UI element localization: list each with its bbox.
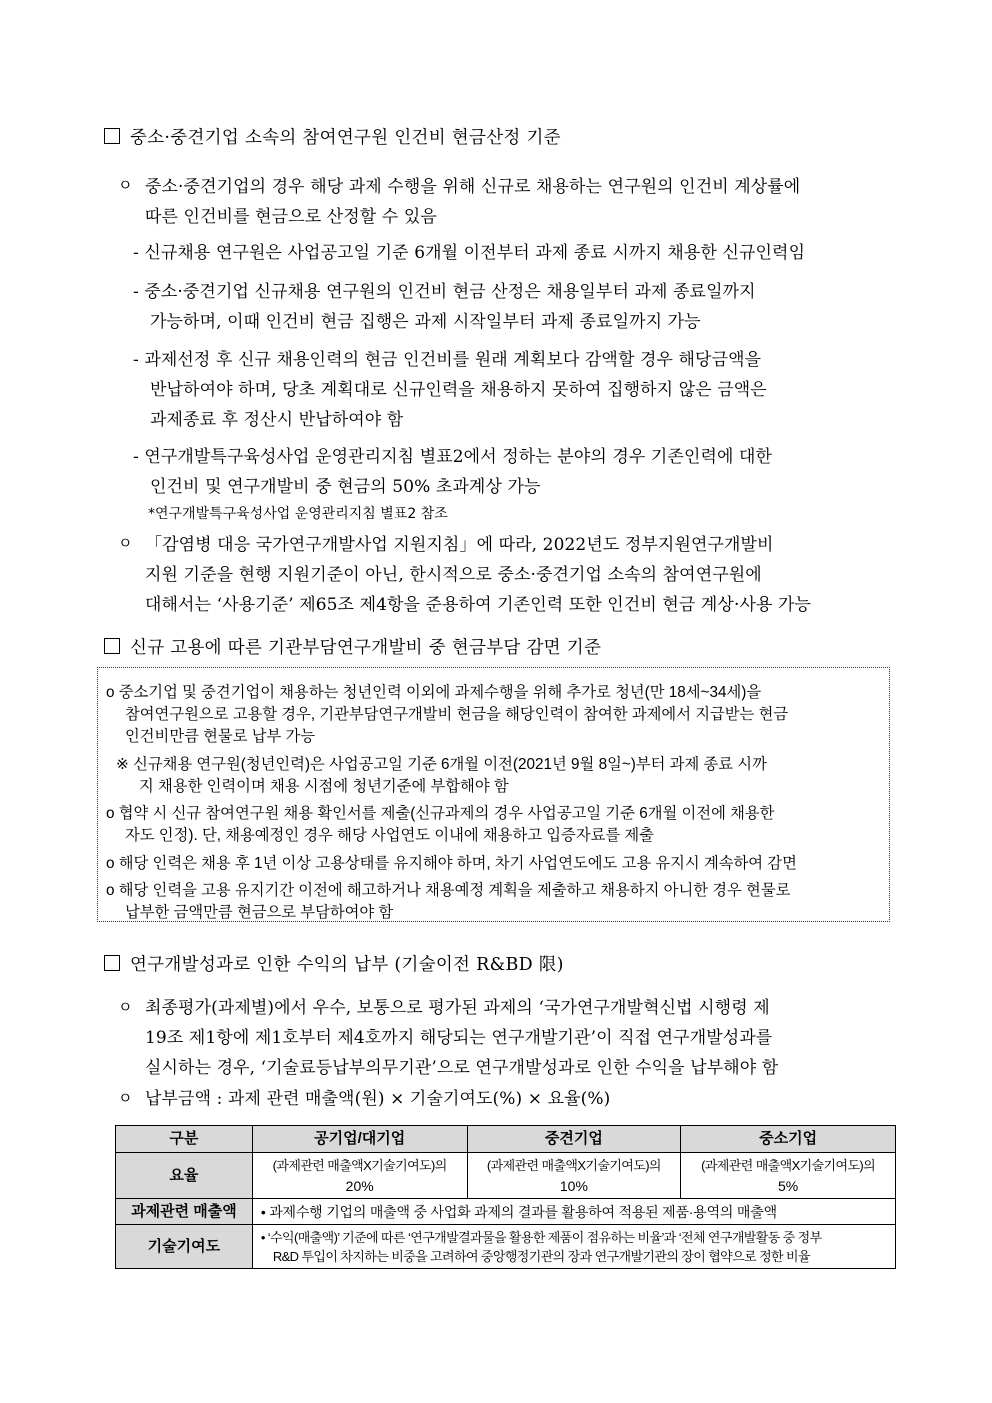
s2-box-line6: o 협약 시 신규 참여연구원 채용 확인서를 제출(신규과제의 경우 사업공고일 기준 6개월 이전에 채용한 [106, 805, 775, 822]
s1-item2-line2: 지원 기준을 현행 지원기준이 아닌, 한시적으로 중소·중견기업 소속의 참여연구원에 [145, 565, 762, 585]
bullet-marker: ㅇ [118, 998, 133, 1016]
rate-cell-large: (과제관련 매출액X기술기여도)의 20% [252, 1153, 467, 1199]
s1-item2-line1: 「감염병 대응 국가연구개발사업 지원지침」에 따라, 2022년도 정부지원연구개발비 [145, 535, 774, 555]
checkbox-square-icon [104, 955, 120, 971]
s1-item1-line2: 따른 인건비를 현금으로 산정할 수 있음 [145, 207, 437, 227]
s1-dash4-line2: 인건비 및 연구개발비 중 현금의 50% 초과계상 가능 [150, 477, 541, 497]
checkbox-square-icon [104, 128, 120, 144]
royalty-table [115, 1125, 896, 1269]
s3-item1-line1: 최종평가(과제별)에서 우수, 보통으로 평가된 과제의 ‘국가연구개발혁신법 시행령 제 [145, 998, 770, 1018]
s2-box-line5: 지 채용한 인력이며 채용 시점에 청년기준에 부합해야 함 [139, 778, 509, 795]
s2-box-line9: o 해당 인력을 고용 유지기간 이전에 해고하거나 채용예정 계획을 제출하고 채용하지 아니한 경우 현물로 [106, 882, 791, 899]
table-header-cell: 공기업/대기업 [252, 1126, 467, 1153]
s2-box-line7: 자도 인정). 단, 채용예정인 경우 해당 사업연도 이내에 채용하고 입증자료를 제출 [125, 827, 654, 844]
s2-box-line1: o 중소기업 및 중견기업이 채용하는 청년인력 이외에 과제수행을 위해 추가로 청년(만 18세~34세)을 [106, 684, 762, 701]
table-header-cell: 구분 [116, 1126, 253, 1153]
table-header-row [116, 1126, 896, 1153]
s2-box-line10: 납부한 금액만큼 현금으로 부담하여야 함 [125, 904, 394, 921]
contribution-line-2: R&D 투입이 차지하는 비중을 고려하여 중앙행정기관의 장과 연구개발기관의 장이 협약으로 정한 비율 [272, 1248, 810, 1264]
s3-item2-formula: 납부금액 : 과제 관련 매출액(원) × 기술기여도(%) × 요율(%) [145, 1089, 611, 1109]
row-label-rate: 요율 [116, 1153, 253, 1199]
section-2-heading: 신규 고용에 따른 기관부담연구개발비 중 현금부담 감면 기준 [104, 634, 601, 659]
section-1-heading: 중소·중견기업 소속의 참여연구원 인건비 현금산정 기준 [104, 124, 561, 149]
section-3-heading: 연구개발성과로 인한 수익의 납부 (기술이전 R&BD 限) [104, 951, 564, 976]
s2-box-line4: ※ 신규채용 연구원(청년인력)은 사업공고일 기준 6개월 이전(2021년 9월 8일~)부터 과제 종료 시까 [116, 756, 767, 773]
s2-box-line8: o 해당 인력은 채용 후 1년 이상 고용상태를 유지해야 하며, 차기 사업연도에도 고용 유지시 계속하여 감면 [106, 855, 797, 872]
row-label-contribution: 기술기여도 [116, 1225, 253, 1269]
contribution-description [252, 1225, 895, 1269]
table-row-contribution [116, 1225, 896, 1269]
bullet-marker: ㅇ [118, 1089, 133, 1107]
s1-dash4-line1: - 연구개발특구육성사업 운영관리지침 별표2에서 정하는 분야의 경우 기존인력에 대한 [133, 447, 773, 467]
s1-dash3-line3: 과제종료 후 정산시 반납하여야 함 [150, 410, 404, 430]
s1-dash2-line1: - 중소·중견기업 신규채용 연구원의 인건비 현금 산정은 채용일부터 과제 종료일까지 [133, 282, 756, 302]
s1-footnote: *연구개발특구육성사업 운영관리지침 별표2 참조 [148, 506, 448, 522]
rate-cell-small: (과제관련 매출액X기술기여도)의 5% [681, 1153, 896, 1199]
bullet-marker: ㅇ [118, 534, 133, 552]
s3-item1-line2: 19조 제1항에 제1호부터 제4호까지 해당되는 연구개발기관’이 직접 연구개발성과를 [145, 1028, 773, 1048]
rate-cell-midsize: (과제관련 매출액X기술기여도)의 10% [467, 1153, 681, 1199]
s1-item1-line1: 중소·중견기업의 경우 해당 과제 수행을 위해 신규로 채용하는 연구원의 인건비 계상률에 [145, 177, 801, 197]
bullet-marker: ㅇ [118, 176, 133, 194]
contribution-line-1: • ‘수익(매출액)’ 기준에 따른 ‘연구개발결과물을 활용한 제품이 점유하는 비율’과 ‘전체 연구개발활동 중 정부 [260, 1229, 822, 1245]
s1-dash3-line2: 반납하여야 하며, 당초 계획대로 신규인력을 채용하지 못하여 집행하지 않은 금액은 [150, 380, 767, 400]
s2-box-line3: 인건비만큼 현물로 납부 가능 [125, 728, 316, 745]
s1-item2-line3: 대해서는 ‘사용기준’ 제65조 제4항을 준용하여 기존인력 또한 인건비 현금 계상·사용 가능 [145, 595, 812, 615]
row-label-sales: 과제관련 매출액 [116, 1199, 253, 1225]
s2-box-line2: 참여연구원으로 고용할 경우, 기관부담연구개발비 현금을 해당인력이 참여한 과제에서 지급받는 현금 [125, 706, 789, 723]
s3-item1-line3: 실시하는 경우, ‘기술료등납부의무기관’으로 연구개발성과로 인한 수익을 납부해야 함 [145, 1058, 779, 1078]
s1-dash1-line1: - 신규채용 연구원은 사업공고일 기준 6개월 이전부터 과제 종료 시까지 채용한 신규인력임 [133, 243, 806, 263]
sales-description: • 과제수행 기업의 매출액 중 사업화 과제의 결과를 활용하여 적용된 제품·용역의 매출액 [252, 1199, 895, 1225]
s1-dash2-line2: 가능하며, 이때 인건비 현금 집행은 과제 시작일부터 과제 종료일까지 가능 [150, 312, 701, 332]
s1-dash3-line1: - 과제선정 후 신규 채용인력의 현금 인건비를 원래 계획보다 감액할 경우 해당금액을 [133, 350, 762, 370]
table-row-rate [116, 1153, 896, 1199]
table-header-cell: 중견기업 [467, 1126, 681, 1153]
table-row-sales [116, 1199, 896, 1225]
table-header-cell: 중소기업 [681, 1126, 896, 1153]
checkbox-square-icon [104, 638, 120, 654]
